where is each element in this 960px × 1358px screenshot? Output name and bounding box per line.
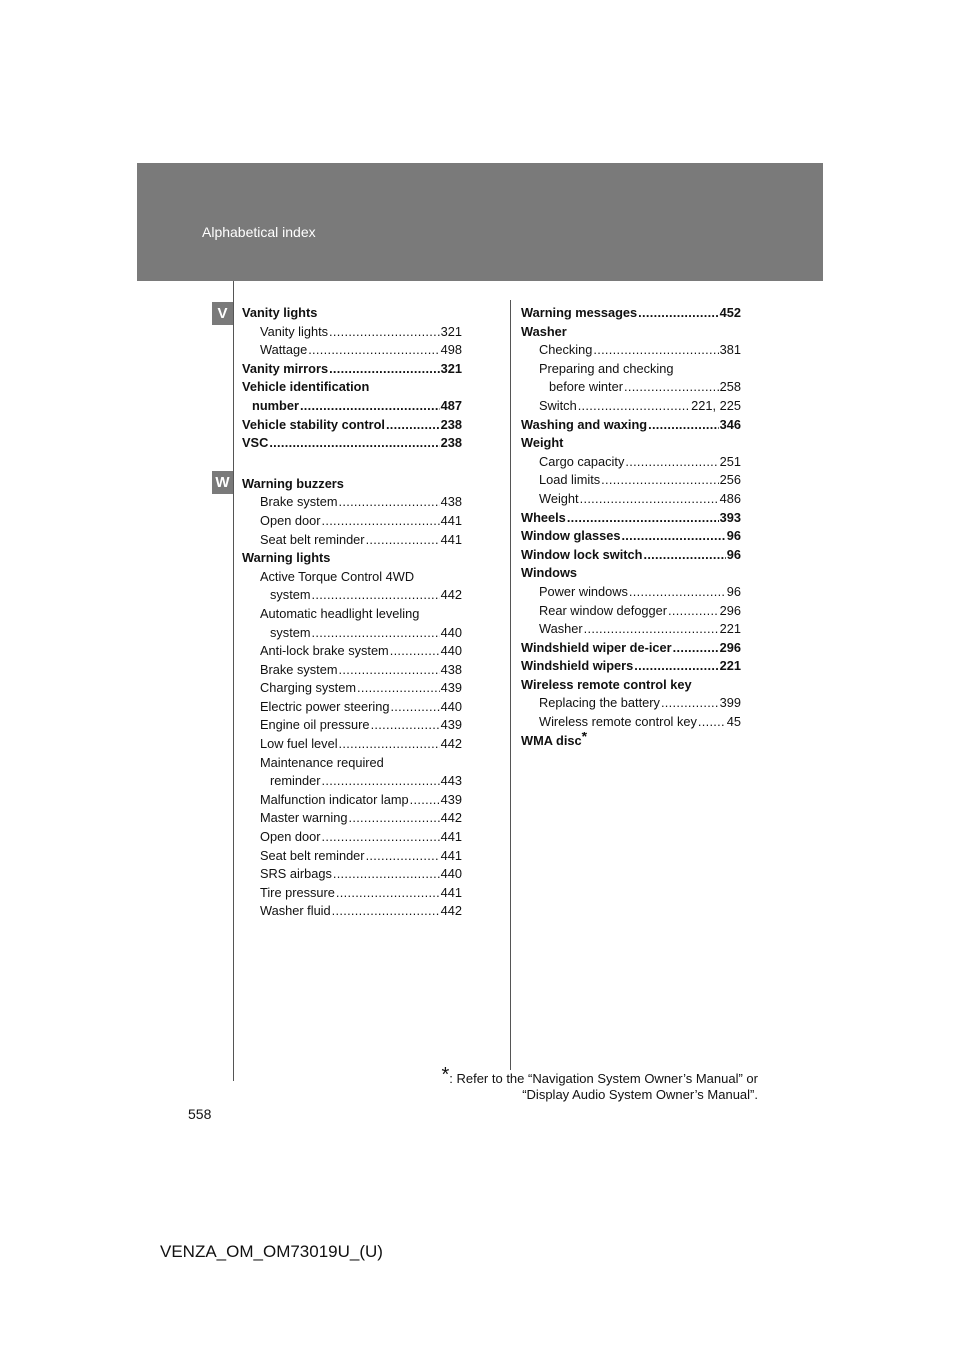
index-entry [521,378,741,397]
index-column-left [242,304,462,921]
dot-leader [661,694,719,713]
index-group-w [242,475,462,921]
index-entry [242,698,462,717]
entry-page: 441 [440,512,462,528]
entry-label: Window lock switch [521,546,643,562]
entry-label: Maintenance required [260,754,384,770]
entry-page: 439 [440,680,462,696]
dot-leader [308,341,439,360]
entry-page: 256 [719,472,741,488]
entry-label: Vehicle stability control [242,416,385,432]
dot-leader [601,471,718,490]
entry-label: Window glasses [521,528,621,544]
entry-page: 439 [440,791,462,807]
document-code: VENZA_OM_OM73019U_(U) [160,1242,383,1261]
dot-leader [638,304,718,323]
dot-leader [629,583,726,602]
index-entry [242,772,462,791]
entry-page: 399 [719,695,741,711]
entry-label: number [252,397,299,413]
footnote-line-1: : Refer to the “Navigation System Owner’s Manual” or [449,1071,758,1086]
index-entry [242,341,462,360]
entry-page: 441 [440,829,462,845]
entry-page: 96 [726,528,741,544]
dot-leader [578,397,690,416]
index-group-w-continued [521,304,741,732]
entry-page: 487 [440,397,462,413]
index-entry [521,453,741,472]
dot-leader [580,490,719,509]
entry-label: Master warning [260,810,348,826]
entry-page: 439 [440,717,462,733]
entry-label: Windshield wiper de-icer [521,639,672,655]
entry-label: Wattage [260,342,308,358]
entry-page: 251 [719,453,741,469]
index-entry [521,639,741,658]
entry-label: Windshield wipers [521,658,634,674]
dot-leader [336,884,440,903]
asterisk-mark: * [581,731,588,744]
entry-label: Vanity mirrors [242,360,329,376]
dot-leader [390,698,439,717]
index-entry [242,475,462,494]
entry-page: 440 [440,698,462,714]
index-entry [521,304,741,323]
index-entry [242,549,462,568]
entry-page: 321 [440,323,462,339]
entry-label: Seat belt reminder [260,531,365,547]
dot-leader [322,772,440,791]
entry-page: 258 [719,379,741,395]
index-entry [242,512,462,531]
entry-page: 393 [719,509,741,525]
entry-label: Load limits [539,472,601,488]
entry-page: 321 [440,360,462,376]
entry-page: 440 [440,866,462,882]
index-entry [242,323,462,342]
dot-leader [366,531,440,550]
index-entry [521,657,741,676]
entry-label: Washing and waxing [521,416,648,432]
index-entry [242,884,462,903]
index-entry [242,586,462,605]
index-entry [521,602,741,621]
section-tab-w: W [212,471,233,494]
index-entry [242,397,462,416]
entry-label: Seat belt reminder [260,847,365,863]
entry-page: 96 [726,583,741,599]
index-entry [242,716,462,735]
index-entry [521,397,741,416]
entry-label: SRS airbags [260,866,332,882]
entry-page: 438 [440,661,462,677]
entry-label: Brake system [260,494,338,510]
entry-page: 498 [440,342,462,358]
entry-label: before winter [549,379,623,395]
entry-label: Vanity lights [260,323,329,339]
footnote-asterisk: * [441,1064,450,1086]
entry-label: Charging system [260,680,357,696]
dot-leader [648,416,719,435]
entry-page: 442 [440,587,462,603]
index-entry [242,735,462,754]
entry-label: Power windows [539,583,628,599]
index-entry [521,546,741,565]
entry-label: WMA disc [521,732,582,748]
entry-page: 452 [719,305,741,320]
entry-page: 440 [440,643,462,659]
entry-label: Brake system [260,661,338,677]
header-band [137,163,823,281]
entry-page: 238 [440,416,462,432]
dot-leader [333,865,440,884]
entry-label: Switch [539,397,577,413]
dot-leader [339,661,440,680]
dot-leader [332,902,440,921]
index-entry [521,694,741,713]
dot-leader [643,546,725,565]
index-entry [242,416,462,435]
entry-label: Washer [521,323,567,339]
dot-leader [621,527,725,546]
entry-label: Active Torque Control 4WD [260,568,415,584]
entry-label: Washer [539,621,583,637]
entry-label: Malfunction indicator lamp [260,791,409,807]
entry-label: Anti-lock brake system [260,643,389,659]
entry-label: Warning buzzers [242,475,344,491]
index-entry [242,661,462,680]
entry-label: Low fuel level [260,736,338,752]
entry-label: Replacing the battery [539,695,660,711]
entry-label: Rear window defogger [539,602,668,618]
group-spacer [242,453,462,475]
index-entry [521,341,741,360]
page-header-title: Alphabetical index [202,224,316,240]
index-entry [521,527,741,546]
dot-leader [269,434,439,453]
entry-label: Vehicle identification [242,379,370,395]
left-margin-rule [233,281,234,1081]
entry-page: 442 [440,903,462,919]
index-entry [242,493,462,512]
entry-page: 441 [440,884,462,900]
entry-label: Weight [539,490,579,506]
index-entry [242,754,462,773]
entry-label: Washer fluid [260,903,331,919]
index-entry [521,434,741,453]
column-divider [510,300,511,1070]
entry-label: Warning messages [521,305,638,320]
entry-page: 486 [719,490,741,506]
entry-page: 441 [440,847,462,863]
dot-leader [584,620,719,639]
entry-page: 45 [726,714,741,730]
dot-leader [339,735,440,754]
dot-leader [329,323,440,342]
dot-leader [300,397,440,416]
entry-page: 443 [440,773,462,789]
dot-leader [312,624,440,643]
entry-page: 238 [440,435,462,451]
index-entry [242,378,462,397]
index-group-v [242,304,462,453]
entry-label: Tire pressure [260,884,335,900]
entry-page: 296 [719,639,741,655]
entry-label: Open door [260,512,321,528]
entry-label: Open door [260,829,321,845]
entry-page: 440 [440,624,462,640]
dot-leader [312,586,440,605]
entry-page: 442 [440,736,462,752]
index-entry [242,568,462,587]
entry-page: 438 [440,494,462,510]
index-entry [521,416,741,435]
dot-leader [348,809,439,828]
entry-page: 296 [719,602,741,618]
entry-label: Checking [539,342,593,358]
entry-page: 96 [726,546,741,562]
entry-label: Cargo capacity [539,453,625,469]
index-entry [242,679,462,698]
entry-label: Vanity lights [242,305,318,320]
entry-label: Wheels [521,509,566,525]
index-entry [521,323,741,342]
entry-label: system [270,624,311,640]
index-column-right [521,304,741,750]
entry-page: 221 [719,658,741,674]
entry-label: Preparing and checking [539,360,674,376]
index-entry [242,809,462,828]
entry-label: Electric power steering [260,698,390,714]
index-entry [521,713,741,732]
section-tab-v: V [212,302,233,325]
dot-leader [321,828,439,847]
index-entry [242,902,462,921]
entry-label: Wireless remote control key [539,714,697,730]
dot-leader [321,512,439,531]
dot-leader [329,360,440,379]
entry-label: Wireless remote control key [521,676,692,692]
index-entry [521,583,741,602]
dot-leader [625,453,718,472]
dot-leader [366,847,440,866]
entry-page: 221, 225 [691,397,741,413]
entry-page: 442 [440,810,462,826]
dot-leader [634,657,718,676]
entry-page: 381 [719,342,741,358]
page-number: 558 [188,1106,212,1122]
index-entry [242,304,462,323]
dot-leader [698,713,726,732]
index-entry [521,471,741,490]
entry-label: reminder [270,773,321,789]
index-entry [521,620,741,639]
index-entry [242,828,462,847]
index-entry [521,564,741,583]
entry-label: Warning lights [242,550,331,566]
index-entry [521,360,741,379]
dot-leader [386,416,440,435]
footnote [396,1064,758,1103]
index-entry [242,434,462,453]
index-entry [242,847,462,866]
entry-label: Windows [521,565,578,581]
entry-label: VSC [242,435,269,451]
dot-leader [668,602,719,621]
index-entry [242,605,462,624]
dot-leader [339,493,440,512]
dot-leader [673,639,719,658]
entry-page: 441 [440,531,462,547]
entry-label: Weight [521,435,564,451]
index-entry [521,676,741,695]
entry-label: system [270,587,311,603]
dot-leader [410,791,440,810]
dot-leader [371,716,440,735]
index-entry [242,865,462,884]
index-entry [242,791,462,810]
dot-leader [624,378,719,397]
index-entry [521,490,741,509]
footnote-line-2: “Display Audio System Owner’s Manual”. [522,1087,758,1102]
dot-leader [390,642,440,661]
entry-label: Automatic headlight leveling [260,605,420,621]
entry-page: 346 [719,416,741,432]
index-entry [242,360,462,379]
index-entry [242,531,462,550]
dot-leader [357,679,440,698]
dot-leader [567,509,719,528]
entry-page: 221 [719,621,741,637]
index-entry [242,642,462,661]
dot-leader [593,341,718,360]
index-entry-wma-disc [521,732,741,751]
entry-label: Engine oil pressure [260,717,370,733]
index-entry [521,509,741,528]
index-entry [242,624,462,643]
